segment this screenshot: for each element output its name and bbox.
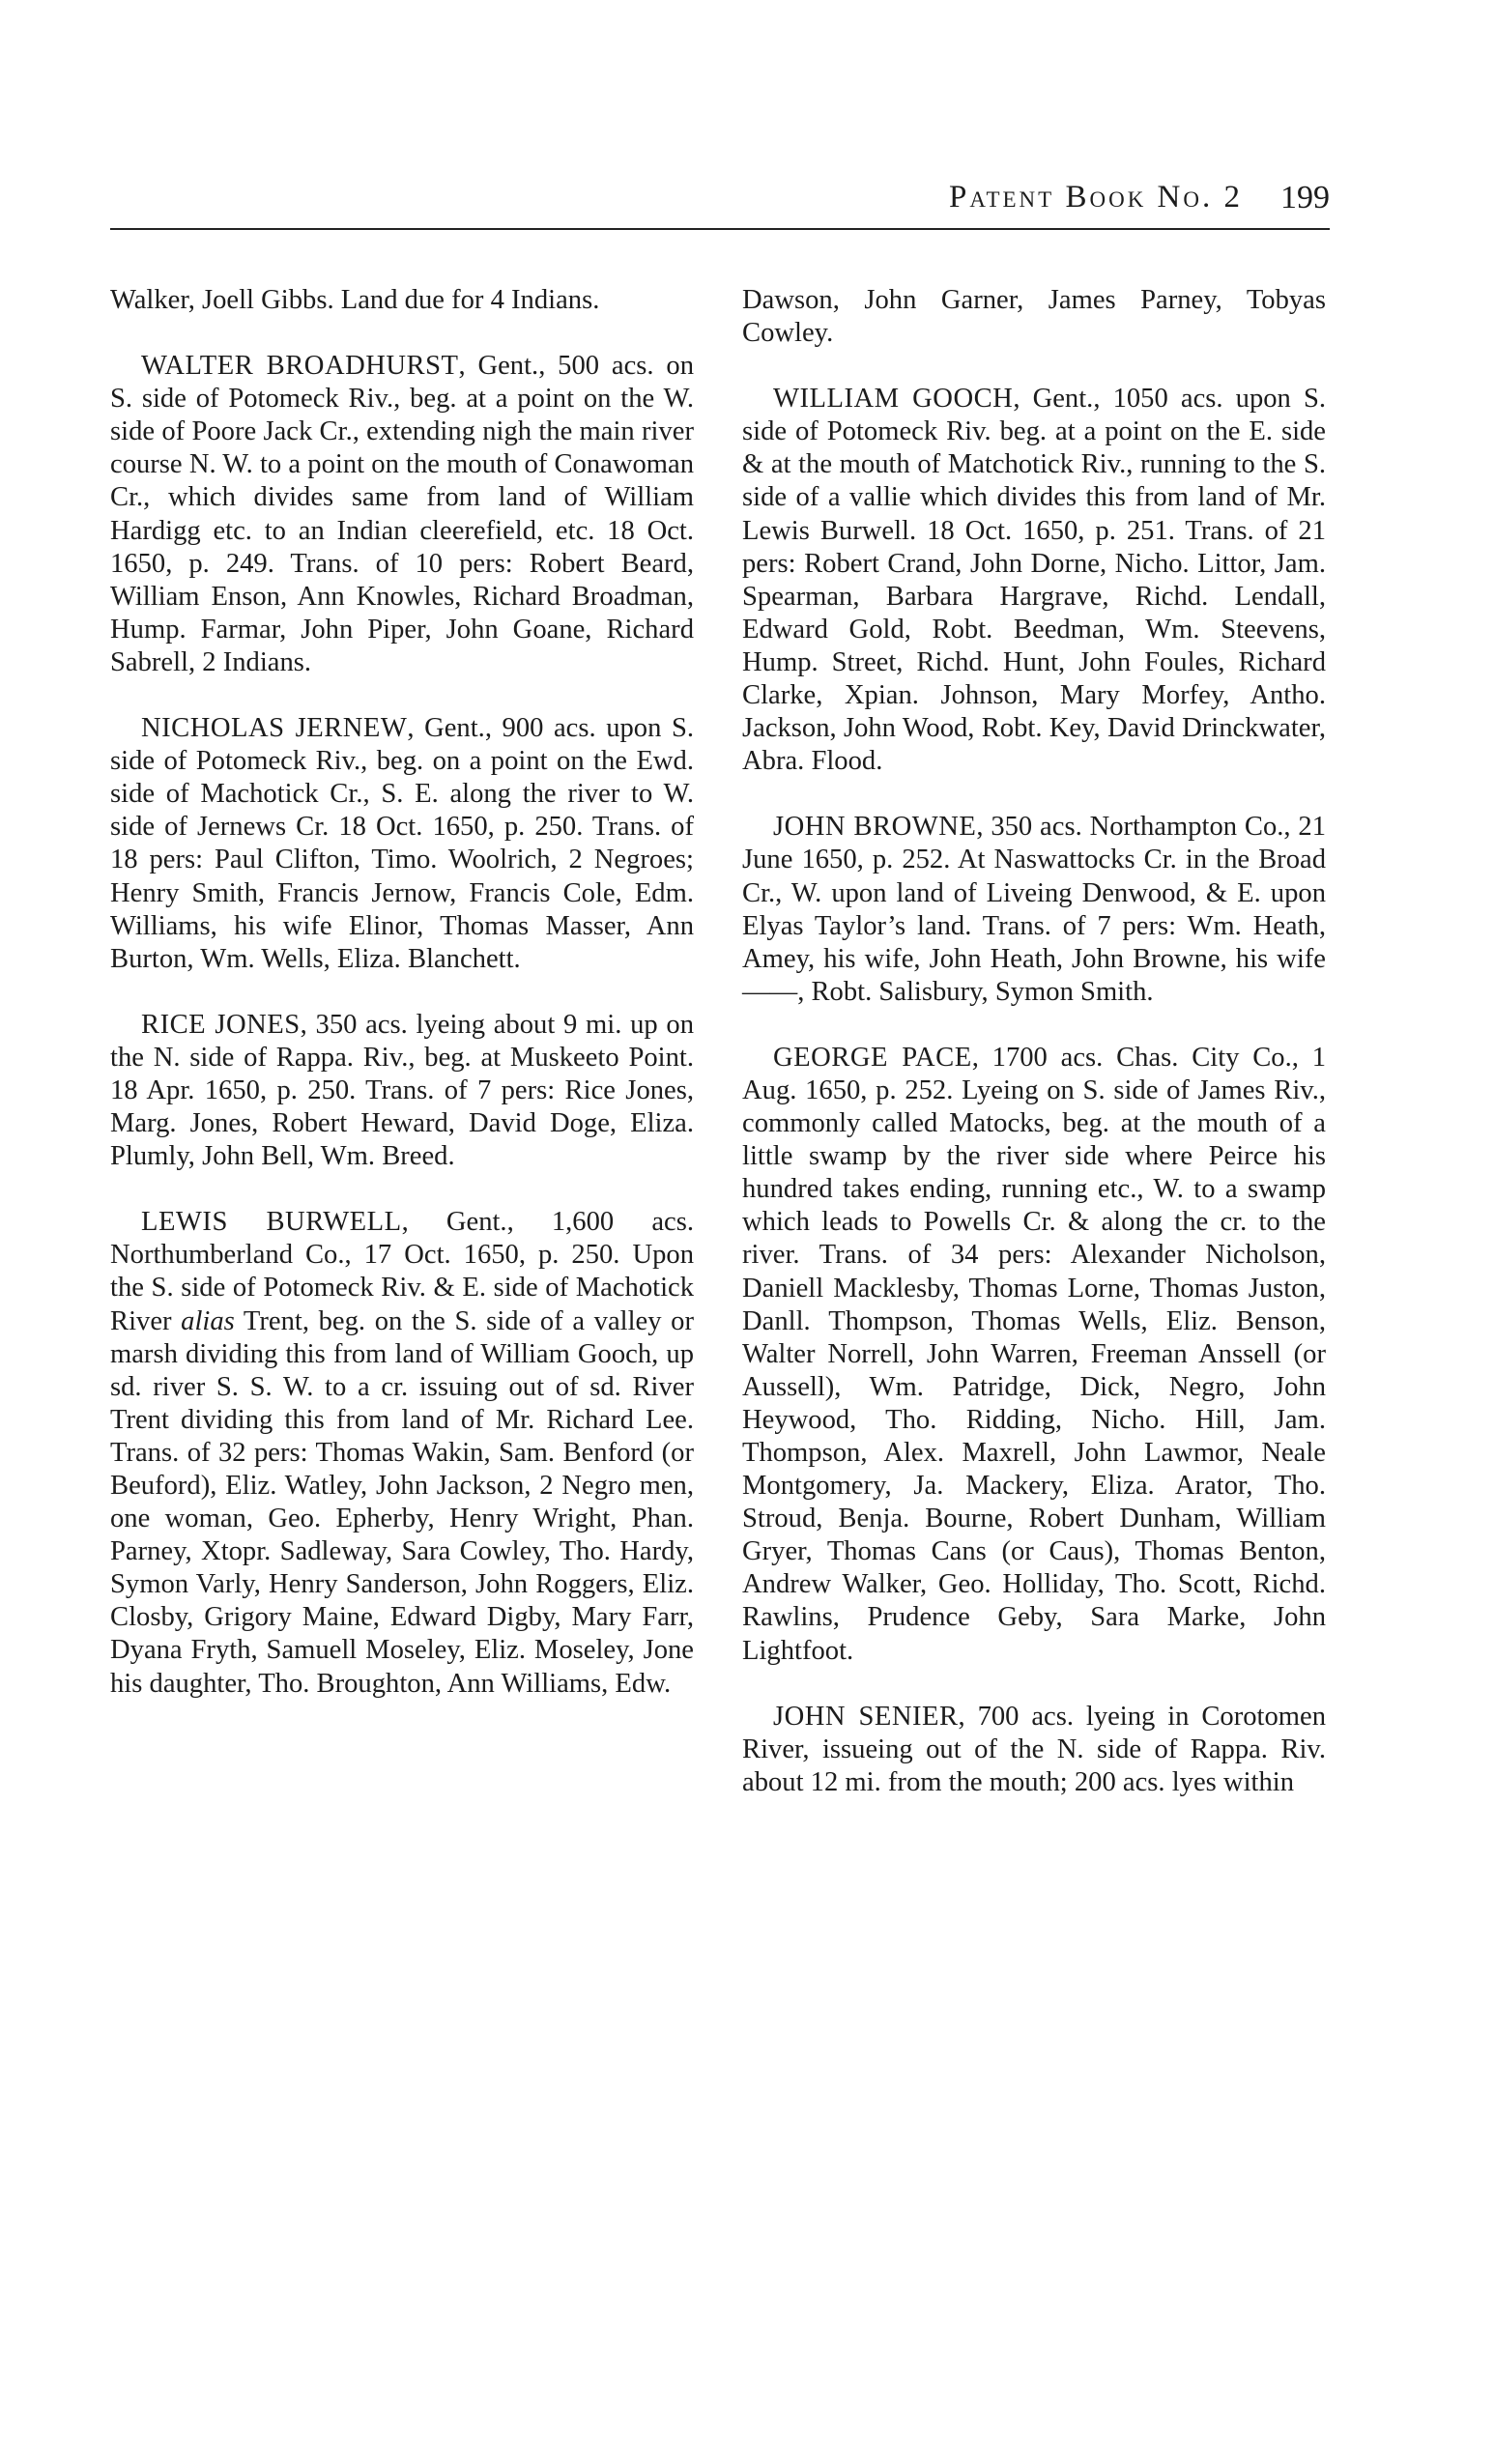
- entry-text: Walker, Joell Gibbs. Land due for 4 Indians.: [110, 285, 600, 315]
- entry-name: JOHN BROWNE: [773, 812, 977, 843]
- entry-text: , 700 acs. lyeing in Corotomen River, issueing out of the N. side of Rappa. Riv. about 12 mi. from the mouth; 200 acs. lyes within: [742, 1701, 1327, 1797]
- entry-italic-term: alias: [181, 1305, 235, 1336]
- entry-text-cont: Trent, beg. on the S. side of a valley or marsh dividing this from land of William Gooch, up sd. river S. S. W. to a cr. issuing out of sd. River Trent dividing this from land of Mr. Richard Lee. Trans. of 32 pers: Thomas Wakin, Sam. Benford (or Beuford), Eliz. Watley, John Jackson, 2 Negro men, one woman, Geo. Epherby, Henry Wright, Phan. Parney, Xtopr. Sadleway, Sara Cowley, Tho. Hardy, Symon Varly, Henry Sanderson, John Roggers, Eliz. Closby, Grigory Maine, Edward Digby, Mary Farr, Dyana Fryth, Samuell Moseley, Eliz. Moseley, Jone his daughter, Tho. Broughton, Ann Williams, Edw.: [110, 1305, 694, 1699]
- entry-george-pace: [742, 1042, 1326, 1668]
- entry-continuation: [742, 284, 1326, 350]
- entry-lewis-burwell: [110, 1206, 694, 1700]
- entry-name: JOHN SENIER: [773, 1701, 959, 1732]
- running-head: [110, 180, 1330, 230]
- entry-text: , 1700 acs. Chas. City Co., 1 Aug. 1650, p. 252. Lyeing on S. side of James Riv., commonly called Matocks, beg. at the mouth of a little swamp by the river side where Peirce his hundred takes ending, running etc., W. to a swamp which leads to Powells Cr. & along the cr. to the river. Trans. of 34 pers: Alexander Nicholson, Daniell Macklesby, Thomas Lorne, Thomas Juston, Danll. Thompson, Thomas Wells, Eliz. Benson, Walter Norrell, John Warren, Freeman Anssell (or Aussell), Wm. Patridge, Dick, Negro, John Heywood, Tho. Ridding, Nicho. Hill, Jam. Thompson, Alex. Maxrell, John Lawmor, Neale Montgomery, Ja. Mackery, Eliza. Arator, Tho. Stroud, Benja. Bourne, Robert Dunham, William Gryer, Thomas Cans (or Caus), Thomas Benton, Andrew Walker, Geo. Holliday, Tho. Scott, Richd. Rawlins, Prudence Geby, Sara Marke, John Lightfoot.: [742, 1042, 1326, 1666]
- entry-text: , 350 acs. Northampton Co., 21 June 1650, p. 252. At Naswattocks Cr. in the Broad Cr., W. upon land of Liveing Denwood, & E. upon Elyas Taylor’s land. Trans. of 7 pers: Wm. Heath, Amey, his wife, John Heath, John Browne, his wife ——, Robt. Salisbury, Symon Smith.: [742, 812, 1326, 1007]
- entry-text: Dawson, John Garner, James Parney, Tobyas Cowley.: [742, 285, 1326, 349]
- entry-continuation: [110, 284, 694, 317]
- entry-name: GEORGE PACE: [773, 1042, 972, 1073]
- entry-text: , Gent., 1,600 acs. Northumberland Co., 17 Oct. 1650, p. 250. Upon the S. side of Potomeck Riv. & E. side of Machotick River: [110, 1207, 694, 1336]
- right-column: [742, 284, 1326, 1832]
- entry-nicholas-jernew: [110, 712, 694, 976]
- entry-text: , Gent., 500 acs. on S. side of Potomeck Riv., beg. at a point on the W. side of Poore Jack Cr., extending nigh the main river course N. W. to a point on the mouth of Conawoman Cr., which divides same from land of William Hardigg etc. to an Indian cleerefield, etc. 18 Oct. 1650, p. 249. Trans. of 10 pers: Robert Beard, William Enson, Ann Knowles, Richard Broadman, Hump. Farmar, John Piper, John Goane, Richard Sabrell, 2 Indians.: [110, 351, 694, 677]
- entry-name: NICHOLAS JERNEW: [141, 713, 408, 744]
- entry-john-senier: [742, 1701, 1326, 1799]
- entry-text: , Gent., 900 acs. upon S. side of Potomeck Riv., beg. on a point on the Ewd. side of Machotick Cr., S. E. along the river to W. side of Jernews Cr. 18 Oct. 1650, p. 250. Trans. of 18 pers: Paul Clifton, Timo. Woolrich, 2 Negroes; Henry Smith, Francis Jernow, Francis Cole, Edm. Williams, his wife Elinor, Thomas Masser, Ann Burton, Wm. Wells, Eliza. Blanchett.: [110, 713, 694, 974]
- entry-william-gooch: [742, 383, 1326, 778]
- entry-text: , 350 acs. lyeing about 9 mi. up on the N. side of Rappa. Riv., beg. at Muskeeto Point. 18 Apr. 1650, p. 250. Trans. of 7 pers: Rice Jones, Marg. Jones, Robert Heward, David Doge, Eliza. Plumly, John Bell, Wm. Breed.: [110, 1009, 694, 1172]
- entry-walter-broadhurst: [110, 350, 694, 679]
- running-title: Patent Book No. 2: [949, 180, 1243, 215]
- entry-name: LEWIS BURWELL: [141, 1207, 402, 1238]
- entry-name: WILLIAM GOOCH: [773, 384, 1014, 415]
- entry-name: RICE JONES: [141, 1009, 301, 1040]
- entry-rice-jones: [110, 1009, 694, 1173]
- left-column: [110, 284, 694, 1733]
- entry-name: WALTER BROADHURST: [141, 351, 459, 382]
- page-number: 199: [1280, 180, 1330, 215]
- entry-john-browne: [742, 811, 1326, 1009]
- entry-text: , Gent., 1050 acs. upon S. side of Potomeck Riv. beg. at a point on the E. side & at the mouth of Matchotick Riv., running to the S. side of a vallie which divides this from land of Mr. Lewis Burwell. 18 Oct. 1650, p. 251. Trans. of 21 pers: Robert Crand, John Dorne, Nicho. Littor, Jam. Spearman, Barbara Hargrave, Richd. Lendall, Edward Gold, Robt. Beedman, Wm. Steevens, Hump. Street, Richd. Hunt, John Foules, Richard Clarke, Xpian. Johnson, Mary Morfey, Antho. Jackson, John Wood, Robt. Key, David Drinckwater, Abra. Flood.: [742, 384, 1326, 777]
